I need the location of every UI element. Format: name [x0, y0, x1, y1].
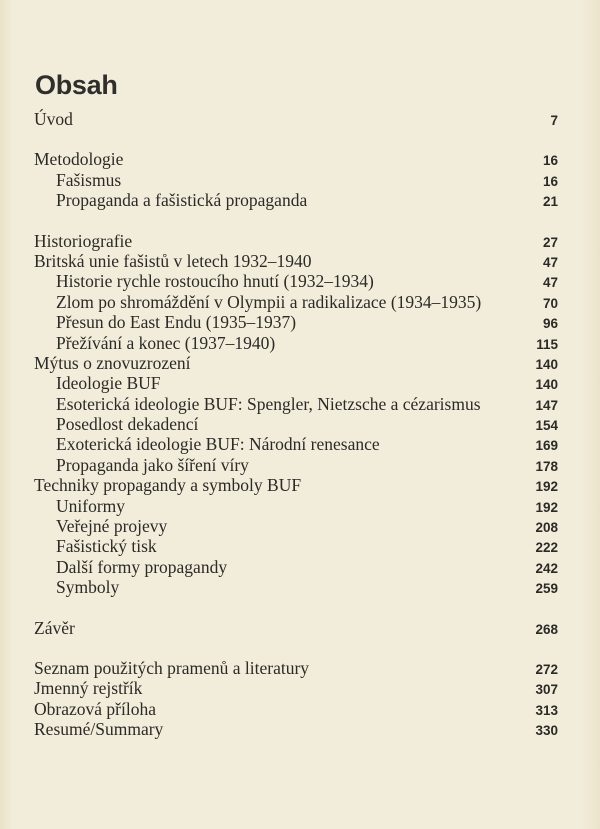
entry-title: Resumé/Summary: [34, 719, 164, 740]
entry-page-number: 16: [542, 173, 558, 189]
entry-title: Propaganda jako šíření víry: [56, 454, 249, 475]
entry-page-number: 16: [542, 153, 558, 169]
entry-title: Zlom po shromáždění v Olympii a radikalizace (1934–1935): [56, 291, 482, 312]
entry-title: Metodologie: [34, 149, 124, 170]
entry-title: Přesun do East Endu (1935–1937): [56, 312, 297, 333]
toc-subentry: [34, 516, 558, 536]
toc-entry: [34, 109, 558, 129]
entry-page-number: 47: [542, 254, 558, 270]
entry-title: Historiografie: [34, 230, 133, 251]
entry-page-number: 222: [535, 540, 558, 556]
entry-page-number: 140: [535, 356, 558, 372]
entry-page-number: 208: [535, 520, 558, 536]
entry-title: Mýtus o znovuzrození: [34, 352, 191, 373]
entry-page-number: 242: [535, 560, 558, 576]
entry-title: Fašistický tisk: [56, 536, 157, 557]
entry-page-number: 7: [550, 113, 558, 128]
entry-page-number: 178: [535, 458, 558, 474]
entry-page-number: 27: [542, 234, 558, 250]
entry-page-number: 272: [535, 661, 558, 677]
toc-subentry: [34, 170, 558, 190]
toc-group: [34, 149, 558, 210]
entry-page-number: 70: [542, 295, 558, 311]
toc-entry: [34, 618, 558, 638]
toc-group: [34, 658, 558, 740]
entry-title: Techniky propagandy a symboly BUF: [34, 475, 302, 496]
entry-title: Symboly: [56, 577, 120, 598]
entry-page-number: 47: [542, 275, 558, 291]
toc-entry: [34, 699, 558, 719]
table-of-contents: [34, 109, 558, 760]
entry-title: Esoterická ideologie BUF: Spengler, Nietzsche a cézarismus: [56, 393, 481, 414]
toc-subentry: [34, 292, 558, 312]
entry-page-number: 140: [535, 377, 558, 393]
entry-title: Závěr: [34, 617, 75, 638]
entry-page-number: 313: [535, 702, 558, 718]
entry-title: Exoterická ideologie BUF: Národní renesance: [56, 434, 380, 455]
entry-page-number: 192: [535, 479, 558, 495]
entry-page-number: 307: [535, 682, 558, 698]
entry-title: Další formy propagandy: [56, 556, 228, 577]
toc-entry: [34, 678, 558, 698]
entry-page-number: 115: [536, 336, 558, 352]
toc-group: [34, 231, 558, 598]
entry-title: Fašismus: [56, 169, 122, 190]
toc-entry: [34, 149, 558, 169]
entry-title: Seznam použitých pramenů a literatury: [34, 657, 310, 678]
toc-subentry: [34, 333, 558, 353]
toc-subentry: [34, 557, 558, 577]
entry-title: Úvod: [34, 109, 73, 129]
toc-entry: [34, 475, 558, 495]
entry-title: Ideologie BUF: [56, 373, 161, 394]
entry-page-number: 268: [535, 621, 558, 637]
entry-title: Uniformy: [56, 495, 126, 516]
toc-entry: [34, 231, 558, 251]
toc-entry: [34, 719, 558, 739]
entry-page-number: 330: [535, 723, 558, 739]
entry-title: Obrazová příloha: [34, 698, 156, 719]
toc-subentry: [34, 414, 558, 434]
entry-page-number: 169: [535, 438, 558, 454]
entry-page-number: 147: [535, 397, 558, 413]
toc-entry: [34, 353, 558, 373]
toc-entry: [34, 658, 558, 678]
entry-title: Propaganda a fašistická propaganda: [56, 190, 308, 211]
entry-title: Posedlost dekadencí: [56, 414, 199, 435]
entry-page-number: 154: [535, 418, 558, 434]
toc-subentry: [34, 455, 558, 475]
entry-title: Veřejné projevy: [56, 516, 168, 537]
entry-page-number: 21: [542, 194, 558, 210]
toc-entry: [34, 251, 558, 271]
entry-page-number: 192: [535, 499, 558, 515]
toc-subentry: [34, 394, 558, 414]
toc-subentry: [34, 190, 558, 210]
entry-title: Britská unie fašistů v letech 1932–1940: [34, 250, 312, 271]
toc-subentry: [34, 496, 558, 516]
entry-title: Historie rychle rostoucího hnutí (1932–1934): [56, 271, 374, 292]
entry-title: Jmenný rejstřík: [34, 678, 143, 699]
toc-subentry: [34, 271, 558, 291]
entry-title: Přežívání a konec (1937–1940): [56, 332, 276, 353]
toc-subentry: [34, 373, 558, 393]
entry-page-number: 96: [542, 316, 558, 332]
toc-subentry: [34, 312, 558, 332]
toc-group: [34, 618, 558, 638]
toc-subentry: [34, 577, 558, 597]
toc-group: [34, 109, 558, 129]
entry-page-number: 259: [535, 581, 558, 597]
page-title: Obsah: [35, 70, 118, 100]
toc-subentry: [34, 434, 558, 454]
toc-subentry: [34, 536, 558, 556]
